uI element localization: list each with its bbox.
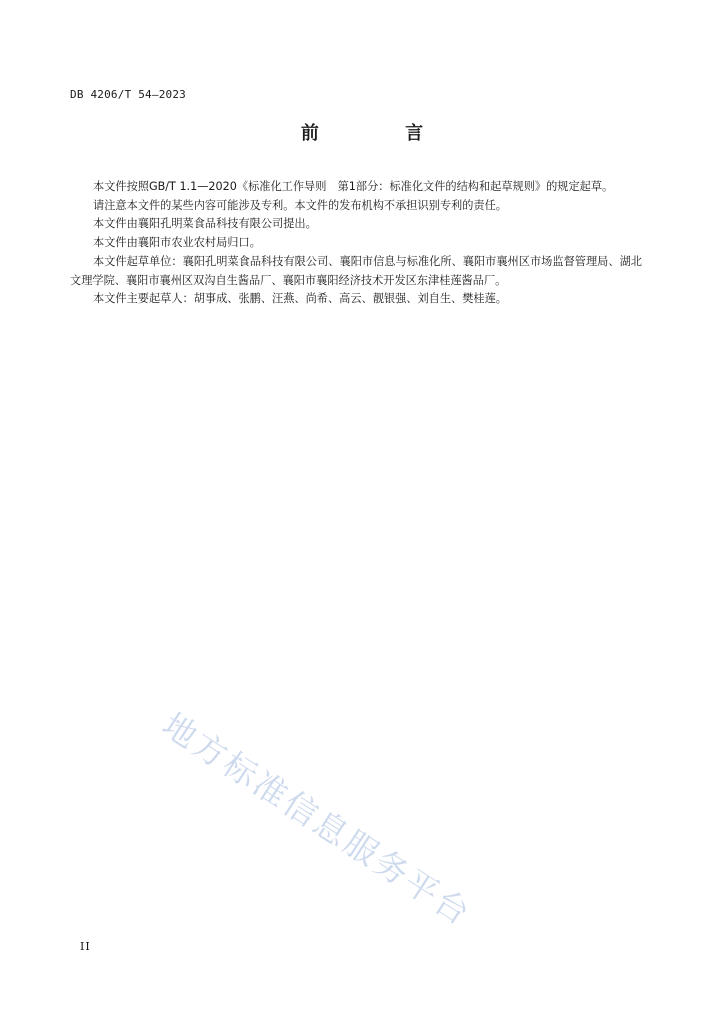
paragraph-drafting-rules: 本文件按照GB/T 1.1—2020《标准化工作导则 第1部分：标准化文件的结构和起草规则》的规定起草。 <box>93 180 614 193</box>
page-number: II <box>80 940 91 953</box>
paragraph-drafting-units: 本文件起草单位：襄阳孔明菜食品科技有限公司、襄阳市信息与标准化所、襄阳市襄州区市场监督管理局、湖北文理学院、襄阳市襄州区双沟自生酱品厂、襄阳市襄阳经济技术开发区东津桂莲酱品厂。 <box>70 254 642 287</box>
paragraph-proposer: 本文件由襄阳孔明菜食品科技有限公司提出。 <box>93 217 317 231</box>
paragraph-drafters: 本文件主要起草人：胡事成、张鹏、汪燕、尚希、高云、靓银强、刘自生、樊桂莲。 <box>93 292 507 306</box>
watermark: 地方标准信息服务平台 <box>155 705 479 934</box>
page-title: 前 言 <box>300 123 464 144</box>
foreword-body <box>70 178 642 309</box>
paragraph-patent-notice: 请注意本文件的某些内容可能涉及专利。本文件的发布机构不承担识别专利的责任。 <box>93 198 507 212</box>
paragraph-administrator: 本文件由襄阳市农业农村局归口。 <box>93 236 261 250</box>
document-code: DB 4206/T 54—2023 <box>70 88 186 101</box>
